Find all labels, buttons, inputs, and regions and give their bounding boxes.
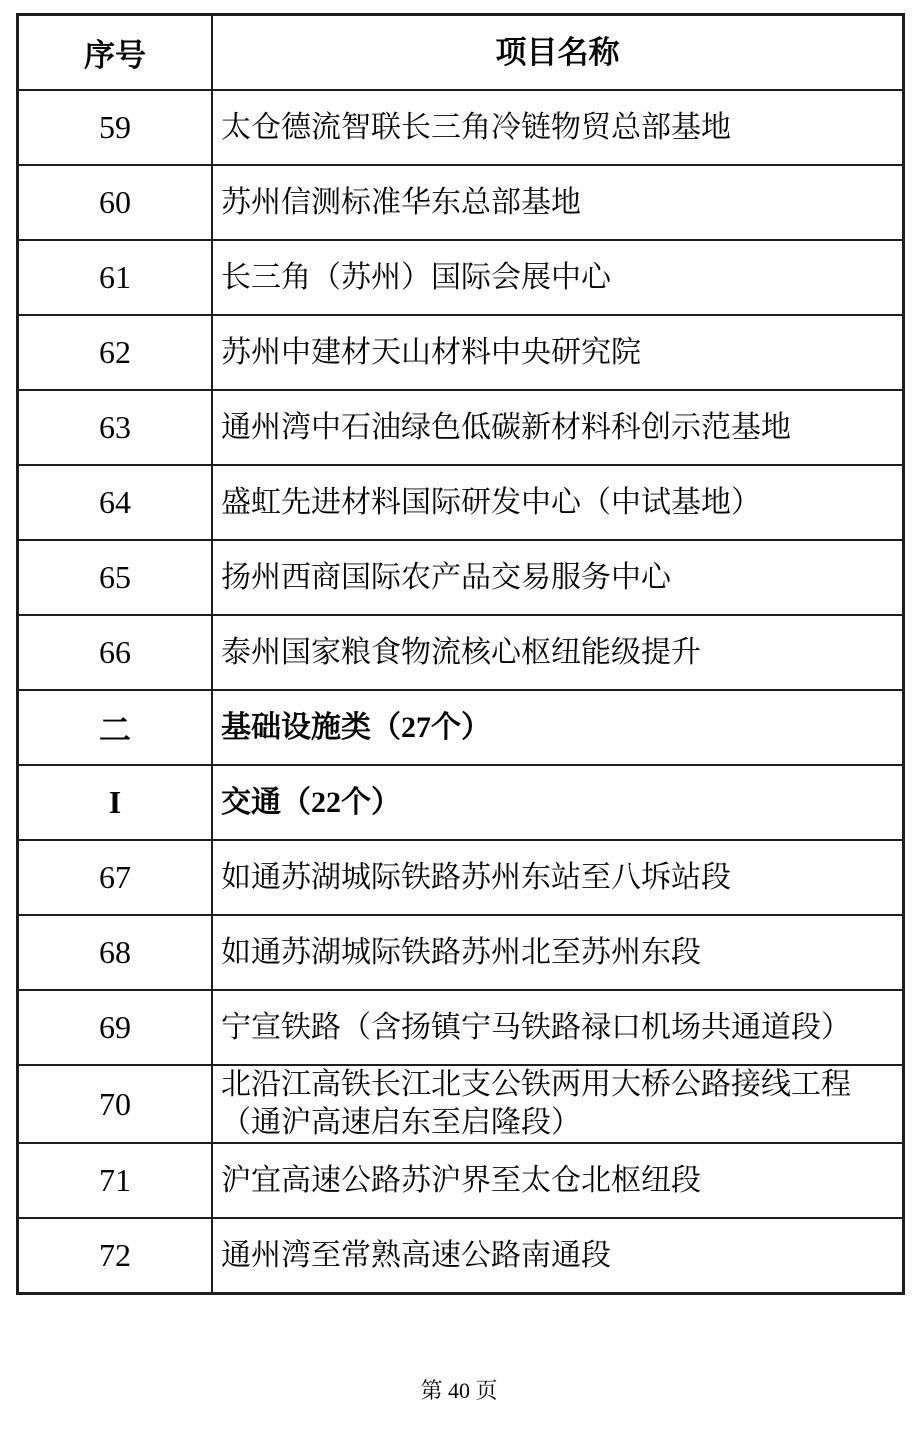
- row-name: 沪宜高速公路苏沪界至太仓北枢纽段: [221, 1163, 701, 1197]
- table-row: [19, 89, 902, 164]
- row-no: 62: [19, 316, 213, 389]
- row-name: 盛虹先进材料国际研发中心（中试基地）: [221, 485, 761, 519]
- table-header-row: [19, 16, 902, 89]
- table-row: [19, 239, 902, 314]
- row-no: 71: [19, 1144, 213, 1217]
- row-name: 基础设施类（27个）: [221, 710, 491, 744]
- row-name: 宁宣铁路（含扬镇宁马铁路禄口机场共通道段）: [221, 1010, 851, 1044]
- row-name: 北沿江高铁长江北支公铁两用大桥公路接线工程（通沪高速启东至启隆段）: [221, 1068, 851, 1139]
- row-no: 64: [19, 466, 213, 539]
- table-row: [19, 839, 902, 914]
- table-row: [19, 1142, 902, 1217]
- page-footer: [0, 1374, 918, 1405]
- table-row: [19, 389, 902, 464]
- row-no: 65: [19, 541, 213, 614]
- row-name: 通州湾中石油绿色低碳新材料科创示范基地: [221, 410, 791, 444]
- row-name: 苏州中建材天山材料中央研究院: [221, 335, 641, 369]
- table-row: [19, 464, 902, 539]
- table-row: [19, 539, 902, 614]
- row-name: 苏州信测标准华东总部基地: [221, 185, 581, 219]
- table-row: [19, 989, 902, 1064]
- row-no: 60: [19, 166, 213, 239]
- row-no: 66: [19, 616, 213, 689]
- table-row: [19, 1064, 902, 1142]
- row-name: 扬州西商国际农产品交易服务中心: [221, 560, 671, 594]
- row-no: 69: [19, 991, 213, 1064]
- row-no: 二: [19, 691, 213, 764]
- row-name: 交通（22个）: [221, 785, 401, 819]
- row-no: 70: [19, 1066, 213, 1142]
- table-row-category-transport: [19, 764, 902, 839]
- table-row-category-infrastructure: [19, 689, 902, 764]
- table-row: [19, 314, 902, 389]
- table-row: [19, 614, 902, 689]
- row-no: 63: [19, 391, 213, 464]
- row-no: I: [19, 766, 213, 839]
- table-row: [19, 1217, 902, 1292]
- page-number: 第 40 页: [420, 1378, 498, 1403]
- table-row: [19, 914, 902, 989]
- column-header-name: 项目名称: [495, 34, 620, 70]
- table-row: [19, 164, 902, 239]
- row-name: 通州湾至常熟高速公路南通段: [221, 1238, 611, 1272]
- row-name: 如通苏湖城际铁路苏州北至苏州东段: [221, 935, 701, 969]
- row-no: 59: [19, 91, 213, 164]
- row-no: 61: [19, 241, 213, 314]
- row-no: 68: [19, 916, 213, 989]
- row-name: 泰州国家粮食物流核心枢纽能级提升: [221, 635, 701, 669]
- row-no: 67: [19, 841, 213, 914]
- project-table: [16, 13, 905, 1295]
- row-name: 太仓德流智联长三角冷链物贸总部基地: [221, 110, 731, 144]
- row-name: 长三角（苏州）国际会展中心: [221, 260, 611, 294]
- column-header-no: 序号: [19, 16, 213, 89]
- row-name: 如通苏湖城际铁路苏州东站至八坼站段: [221, 860, 731, 894]
- row-no: 72: [19, 1219, 213, 1292]
